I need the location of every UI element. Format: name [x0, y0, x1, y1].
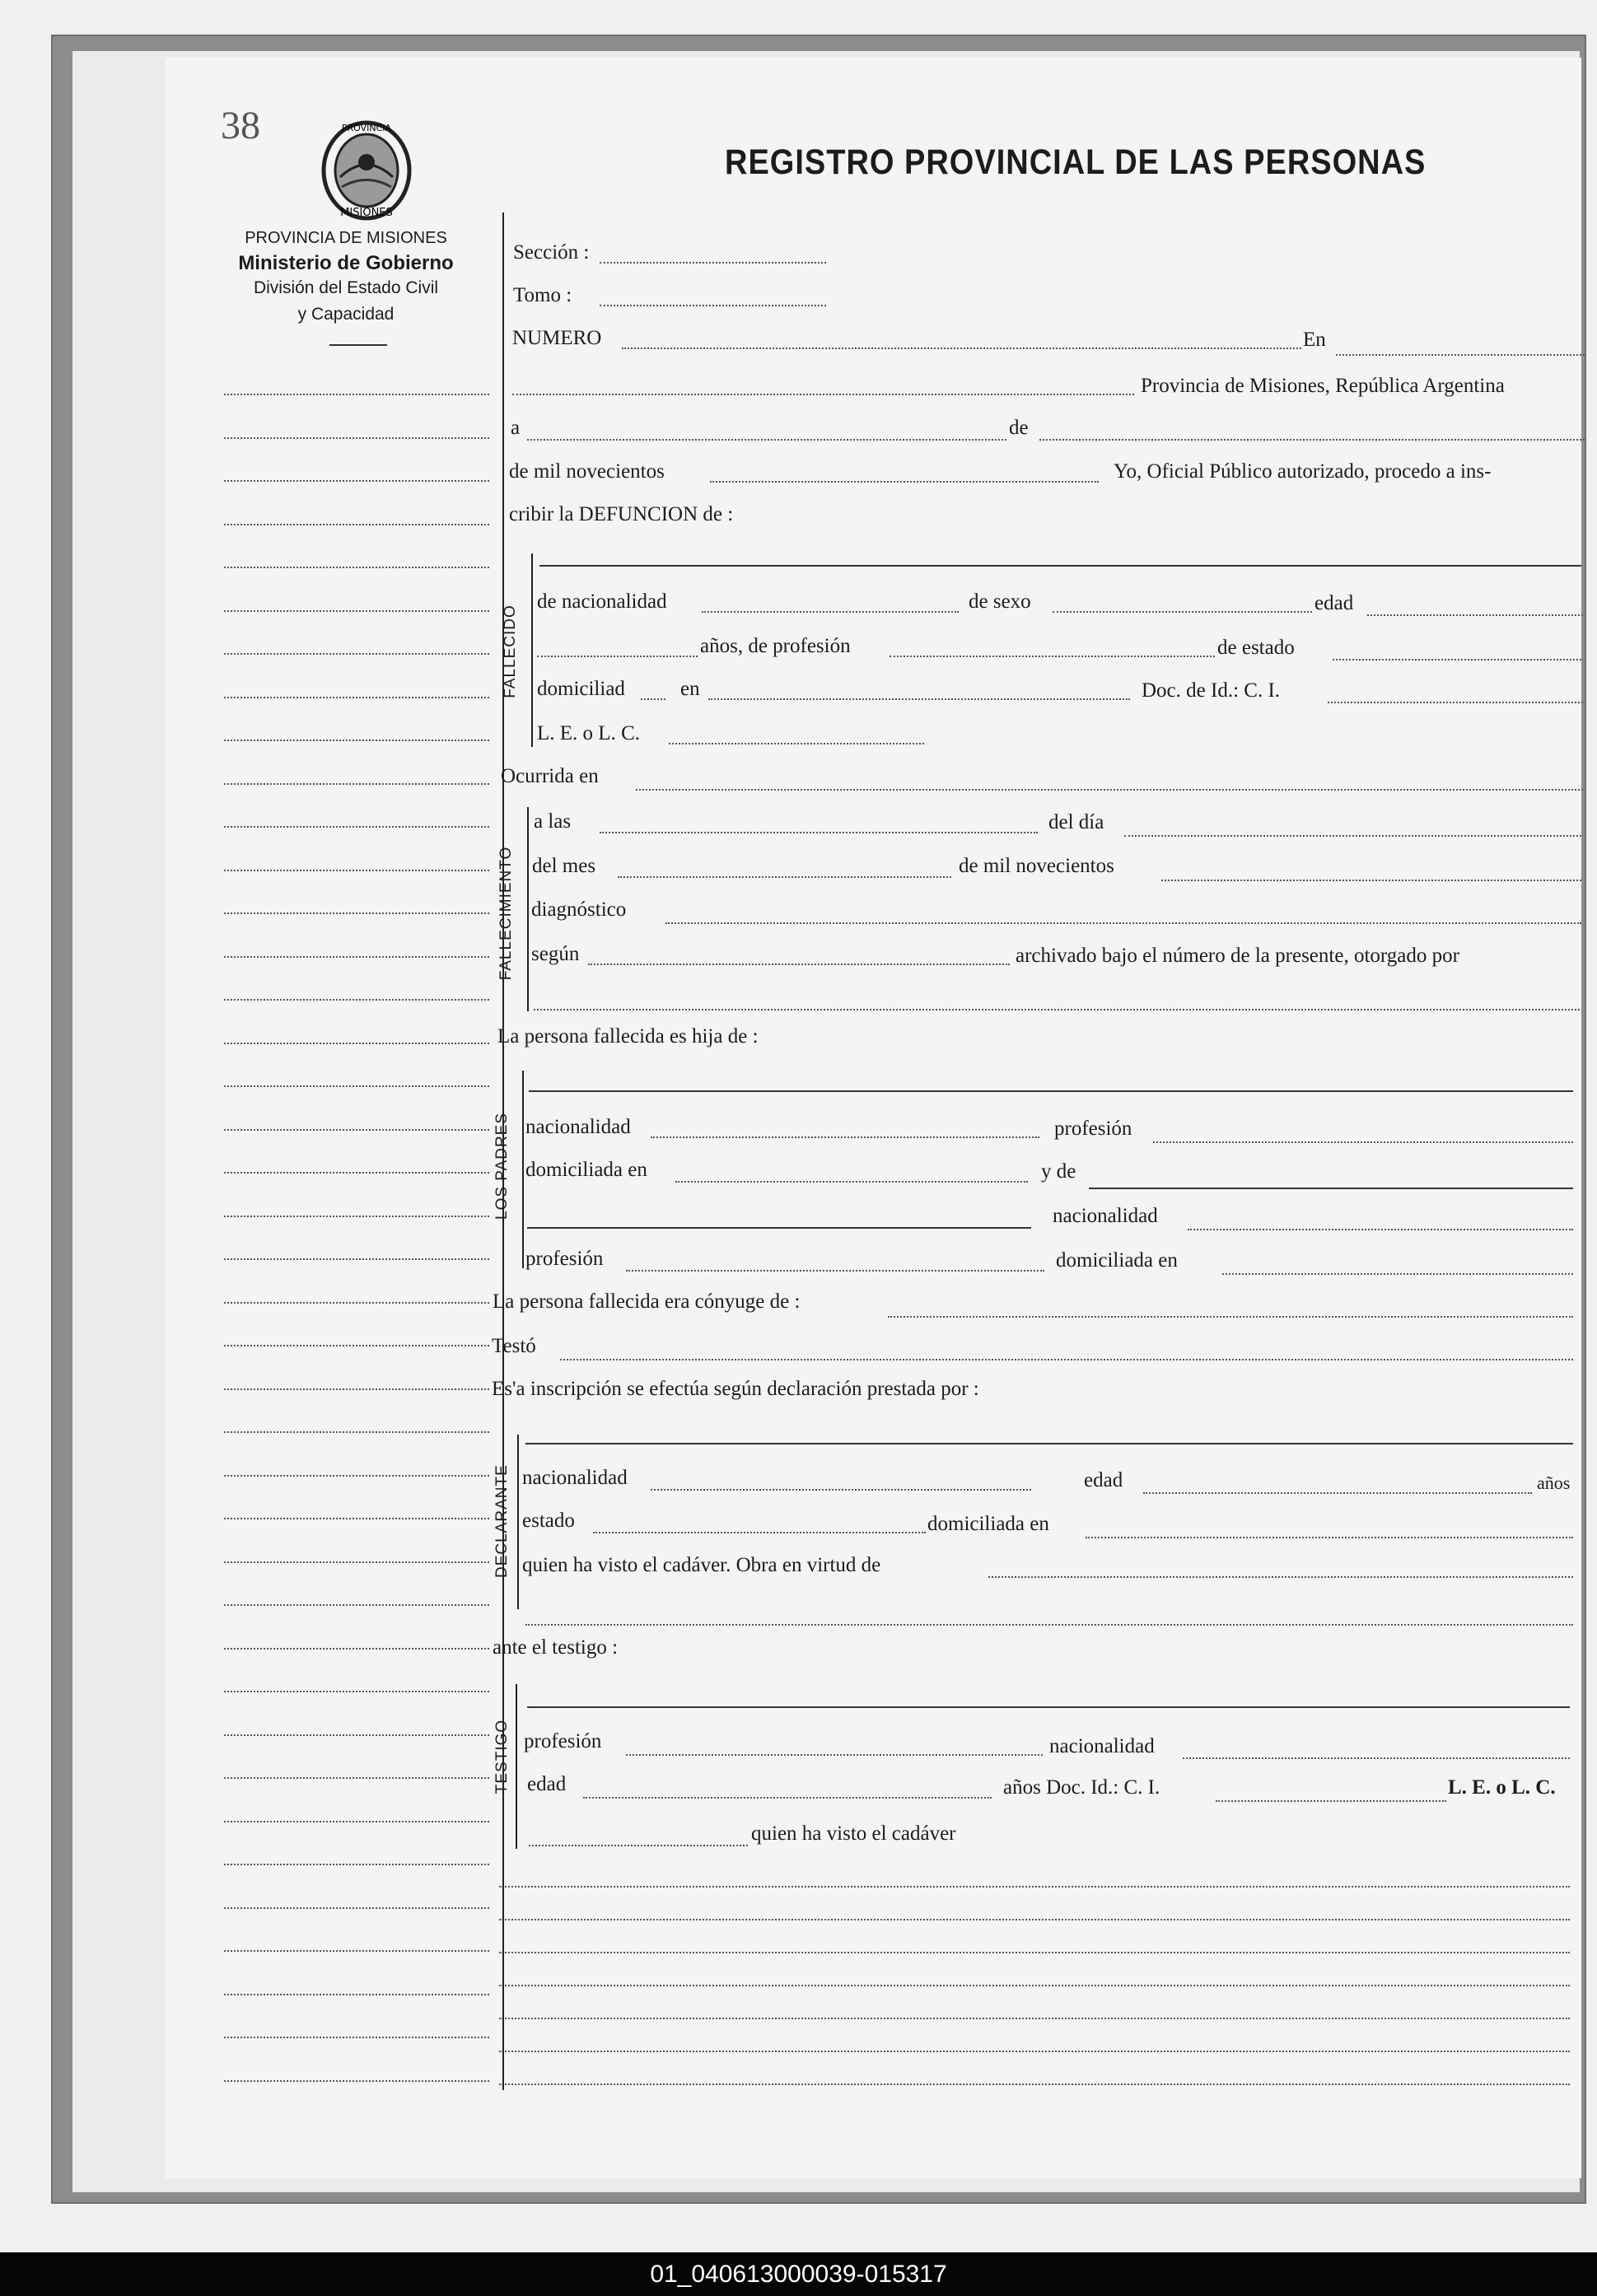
t-le-label: L. E. o L. C. — [1448, 1776, 1556, 1799]
f-domiciliad-label: domiciliad — [537, 678, 625, 700]
testigo-label: TESTIGO — [493, 1719, 511, 1794]
d-continuation-field[interactable] — [525, 1624, 1573, 1626]
en-label: En — [1303, 329, 1326, 351]
provincia-label: Provincia de Misiones, República Argentina — [1141, 375, 1505, 397]
margin-line[interactable] — [224, 783, 489, 785]
margin-line[interactable] — [224, 1994, 489, 1995]
margin-line[interactable] — [224, 870, 489, 871]
fa-delmes-field[interactable] — [618, 876, 951, 878]
fa-diag-label: diagnóstico — [531, 898, 627, 921]
margin-line[interactable] — [224, 1950, 489, 1952]
conyuge-label: La persona fallecida era cónyuge de : — [493, 1290, 801, 1313]
fallecido-name-line[interactable] — [539, 565, 1581, 567]
t-prof-label: profesión — [524, 1730, 602, 1752]
f-edad-label: edad — [1314, 592, 1354, 614]
p-dom-label: domiciliada en — [525, 1159, 647, 1181]
fa-alas-label: a las — [534, 810, 572, 833]
seccion-field[interactable] — [600, 262, 826, 264]
t-quien-label: quien ha visto el cadáver — [751, 1822, 956, 1845]
margin-line[interactable] — [224, 1734, 489, 1736]
t-nac-label: nacionalidad — [1049, 1735, 1155, 1757]
margin-line[interactable] — [224, 2080, 489, 2082]
observation-line[interactable] — [499, 1985, 1570, 1986]
margin-line[interactable] — [224, 1431, 489, 1433]
p-nac2-field[interactable] — [1188, 1229, 1573, 1230]
f-domiciliad-field[interactable] — [641, 698, 665, 700]
margin-line[interactable] — [224, 1302, 489, 1304]
f-sexo-label: de sexo — [969, 590, 1031, 613]
f-edad-field[interactable] — [1367, 614, 1583, 616]
margin-line[interactable] — [224, 653, 489, 655]
ocurrida-field[interactable] — [636, 789, 1583, 791]
en-field[interactable] — [1336, 354, 1585, 356]
header-capacity: y Capacidad — [297, 305, 395, 324]
de-label: de — [1009, 417, 1029, 439]
margin-line[interactable] — [224, 956, 489, 958]
p-nac-label: nacionalidad — [525, 1116, 631, 1138]
fa-demil-field[interactable] — [1161, 880, 1581, 881]
observation-line[interactable] — [499, 2018, 1570, 2019]
d-estado-field[interactable] — [593, 1532, 926, 1533]
fallecimiento-label: FALLECIMIENTO — [497, 846, 515, 981]
p-dom-field[interactable] — [675, 1181, 1028, 1183]
fa-segun-field[interactable] — [588, 964, 1010, 965]
fa-alas-field[interactable] — [600, 832, 1038, 833]
margin-line[interactable] — [224, 1864, 489, 1865]
margin-line[interactable] — [224, 1777, 489, 1779]
de-field[interactable] — [1039, 439, 1585, 441]
f-en-label: en — [680, 678, 700, 700]
margin-line[interactable] — [224, 1085, 489, 1087]
f-le-field[interactable] — [669, 743, 924, 744]
p-dom2-label: domiciliada en — [1056, 1249, 1178, 1272]
d-estado-label: estado — [522, 1510, 575, 1532]
observation-line[interactable] — [499, 1886, 1570, 1888]
margin-line[interactable] — [224, 740, 489, 741]
margin-line[interactable] — [224, 912, 489, 914]
a-field[interactable] — [527, 439, 1006, 441]
p-dom2-field[interactable] — [1222, 1273, 1573, 1275]
padre-name-line[interactable] — [529, 1090, 1573, 1092]
margin-line[interactable] — [224, 1129, 489, 1131]
f-estado-label: de estado — [1217, 637, 1295, 659]
d-dom-field[interactable] — [1086, 1537, 1573, 1538]
margin-line[interactable] — [224, 524, 489, 525]
margin-line[interactable] — [224, 1604, 489, 1606]
header-underline — [329, 344, 387, 346]
margin-line[interactable] — [224, 1907, 489, 1909]
fa-segun-label: según — [531, 943, 580, 965]
margin-line[interactable] — [224, 1561, 489, 1563]
testigo-bracket — [516, 1684, 517, 1849]
madre-name-line-2[interactable] — [527, 1227, 1031, 1229]
margin-line[interactable] — [224, 1821, 489, 1822]
margin-line[interactable] — [224, 1648, 489, 1650]
provincial-seal-icon — [317, 119, 416, 222]
t-prof-field[interactable] — [626, 1754, 1043, 1756]
declarante-name-line[interactable] — [525, 1443, 1573, 1444]
svg-text:PROVINCIA: PROVINCIA — [341, 123, 392, 133]
esta-insc-label: Es'a inscripción se efectúa según declaración prestada por : — [492, 1378, 979, 1400]
numero-label: NUMERO — [512, 327, 602, 349]
d-edad-label: edad — [1084, 1469, 1123, 1491]
d-quien-label: quien ha visto el cadáver. Obra en virtud de — [522, 1554, 881, 1576]
page-number: 38 — [221, 104, 260, 147]
observation-line[interactable] — [499, 1919, 1570, 1920]
p-prof-field[interactable] — [1153, 1141, 1573, 1143]
seccion-label: Sección : — [513, 241, 590, 264]
numero-field[interactable] — [622, 348, 1301, 349]
f-profesion-field[interactable] — [890, 656, 1215, 657]
scan-footer-id: 01_040613000039-015317 — [0, 2252, 1597, 2296]
testo-field[interactable] — [560, 1359, 1573, 1360]
tomo-label: Tomo : — [513, 284, 572, 306]
f-en-field[interactable] — [708, 698, 1130, 700]
t-anos-label: años Doc. Id.: C. I. — [1003, 1776, 1160, 1799]
f-anos-label: años, de profesión — [700, 635, 851, 657]
observation-line[interactable] — [499, 1952, 1570, 1953]
document-title: REGISTRO PROVINCIAL DE LAS PERSONAS — [725, 143, 1427, 183]
fa-diag-field[interactable] — [665, 922, 1581, 924]
d-nac-label: nacionalidad — [522, 1467, 628, 1489]
d-edad-field[interactable] — [1143, 1492, 1532, 1494]
d-nac-field[interactable] — [651, 1489, 1031, 1491]
fa-deldia-label: del día — [1048, 811, 1104, 833]
p-prof2-label: profesión — [525, 1248, 604, 1270]
fa-demil-label: de mil novecientos — [959, 855, 1114, 877]
margin-line[interactable] — [224, 1518, 489, 1519]
hija-label: La persona fallecida es hija de : — [497, 1025, 759, 1048]
t-edad-label: edad — [527, 1773, 567, 1795]
f-estado-field[interactable] — [1333, 659, 1581, 660]
header-division: División del Estado Civil — [253, 278, 439, 297]
fa-continuation-field[interactable] — [534, 1009, 1580, 1010]
declarante-label: DECLARANTE — [493, 1464, 511, 1578]
margin-line[interactable] — [224, 999, 489, 1001]
margin-line[interactable] — [224, 1258, 489, 1260]
d-dom-label: domiciliada en — [927, 1513, 1049, 1535]
svg-text:MISIONES: MISIONES — [340, 207, 393, 219]
yo-oficial-label: Yo, Oficial Público autorizado, procedo a ins- — [1114, 460, 1492, 483]
margin-line[interactable] — [224, 610, 489, 612]
margin-line[interactable] — [224, 437, 489, 439]
margin-line[interactable] — [224, 1388, 489, 1390]
fa-deldia-field[interactable] — [1124, 835, 1581, 837]
observation-line[interactable] — [499, 2051, 1570, 2052]
p-yde-label: y de — [1041, 1160, 1076, 1183]
margin-line[interactable] — [224, 567, 489, 568]
t-nac-field[interactable] — [1183, 1757, 1570, 1759]
fa-delmes-label: del mes — [532, 855, 596, 877]
testigo-name-line[interactable] — [527, 1706, 1570, 1708]
padres-label: LOS PADRES — [493, 1112, 511, 1220]
d-quien-field[interactable] — [988, 1576, 1573, 1578]
declarante-bracket — [517, 1435, 519, 1609]
header-ministry: Ministerio de Gobierno — [238, 252, 454, 274]
f-nacionalidad-field[interactable] — [702, 611, 959, 613]
fallecimiento-bracket — [527, 807, 529, 1011]
testo-label: Testó — [492, 1335, 536, 1357]
t-doc-field[interactable] — [1216, 1800, 1446, 1802]
p-nac-field[interactable] — [651, 1136, 1039, 1138]
margin-line[interactable] — [224, 697, 489, 698]
t-edad-field[interactable] — [583, 1797, 992, 1799]
margin-line[interactable] — [224, 1043, 489, 1044]
f-sexo-field[interactable] — [1053, 611, 1312, 613]
margin-line[interactable] — [224, 1216, 489, 1217]
ante-label: ante el testigo : — [493, 1636, 619, 1659]
cribir-label: cribir la DEFUNCION de : — [509, 503, 734, 525]
fallecido-bracket — [531, 553, 533, 747]
header-province: PROVINCIA DE MISIONES — [245, 229, 447, 247]
margin-line[interactable] — [224, 1172, 489, 1174]
f-doc-label: Doc. de Id.: C. I. — [1142, 679, 1281, 702]
observation-line[interactable] — [499, 2084, 1570, 2085]
margin-line[interactable] — [224, 1691, 489, 1692]
p-nac2-label: nacionalidad — [1053, 1205, 1158, 1227]
margin-line[interactable] — [224, 826, 489, 828]
margin-line[interactable] — [224, 2037, 489, 2038]
fa-archivado-label: archivado bajo el número de la presente, otorgado por — [1016, 945, 1459, 967]
f-le-label: L. E. o L. C. — [537, 722, 640, 744]
p-prof2-field[interactable] — [626, 1270, 1044, 1272]
margin-line[interactable] — [224, 480, 489, 482]
d-anos-label: años — [1537, 1472, 1571, 1493]
t-quien-field[interactable] — [529, 1845, 748, 1846]
margin-line[interactable] — [224, 394, 489, 395]
f-doc-field[interactable] — [1328, 702, 1583, 703]
conyuge-field[interactable] — [888, 1316, 1573, 1318]
padres-bracket — [522, 1071, 524, 1268]
f-nacionalidad-label: de nacionalidad — [537, 590, 667, 613]
de-mil-label: de mil novecientos — [509, 460, 665, 483]
margin-line[interactable] — [224, 1345, 489, 1346]
tomo-field[interactable] — [600, 305, 826, 306]
f-anos-field[interactable] — [537, 656, 698, 657]
p-prof-label: profesión — [1054, 1118, 1132, 1140]
ocurrida-label: Ocurrida en — [501, 765, 599, 787]
madre-name-line[interactable] — [1089, 1188, 1573, 1189]
fallecido-label: FALLECIDO — [502, 604, 519, 698]
locality-field[interactable] — [512, 394, 1134, 395]
de-mil-field[interactable] — [710, 481, 1099, 483]
a-label: a — [511, 417, 521, 439]
margin-line[interactable] — [224, 1475, 489, 1477]
